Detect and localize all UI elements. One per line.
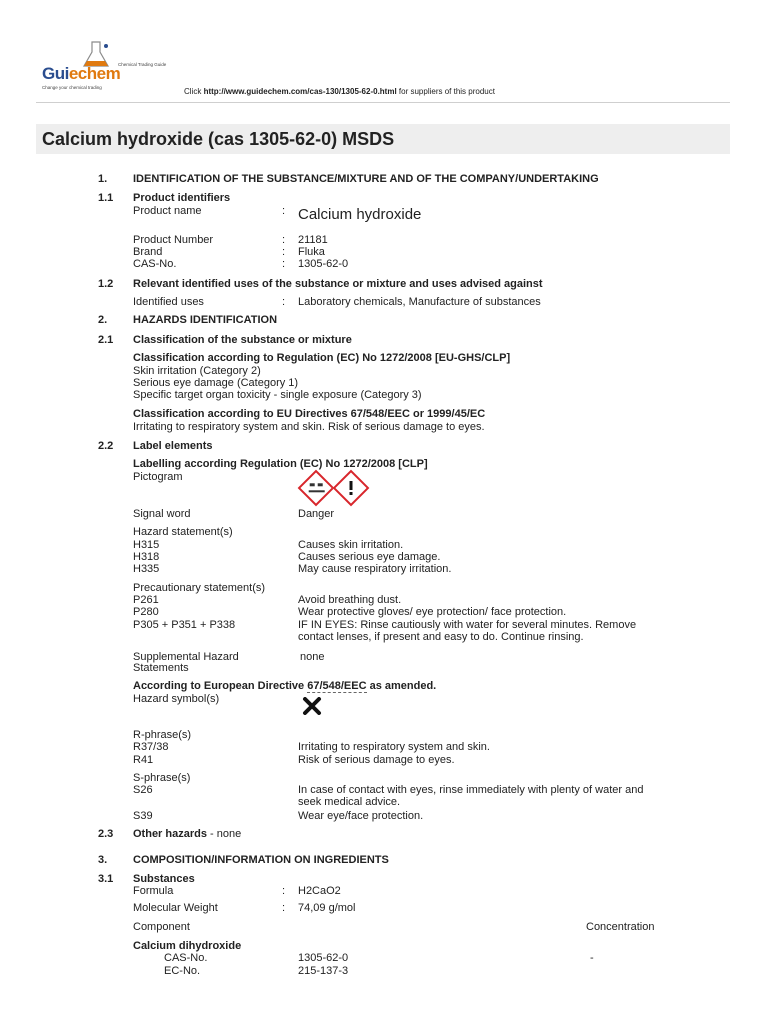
exclamation-pictogram-icon [333,470,370,507]
eu-classification-line: Irritating to respiratory system and skin. Risk of serious damage to eyes. [133,421,485,433]
page-title: Calcium hydroxide (cas 1305-62-0) MSDS [42,129,395,149]
r-phrase-label: R-phrase(s) [133,729,192,741]
brand-label: Brand [133,246,163,258]
section-1-2-number: 1.2 [98,278,114,290]
s-phrase-text: seek medical advice. [298,796,401,808]
section-3-heading: COMPOSITION/INFORMATION ON INGREDIENTS [133,854,389,866]
hazard-symbol-label: Hazard symbol(s) [133,693,220,705]
cas-value: 1305-62-0 [298,258,349,270]
precaution-code: P261 [133,594,159,606]
hazard-statements-label: Hazard statement(s) [133,526,233,538]
supplier-link-line: Click http://www.guidechem.com/cas-130/1305-62-0.html for suppliers of this product [184,87,495,96]
supplemental-label: Supplemental Hazard [133,651,239,663]
s-phrase-code: S39 [133,810,153,822]
clp-classification-heading: Classification according to Regulation (EC) No 1272/2008 [EU-GHS/CLP] [133,352,511,364]
clp-line: Skin irritation (Category 2) [133,365,261,377]
s-phrase-text: Wear eye/face protection. [298,810,424,822]
section-1-1-heading: Product identifiers [133,192,231,204]
hazard-code: H335 [133,563,160,575]
hazard-text: Causes skin irritation. [298,539,404,551]
precaution-text: IF IN EYES: Rinse cautiously with water for several minutes. Remove [298,619,637,631]
european-directive-heading: According to European Directive 67/548/EEC as amended. [133,680,437,692]
section-2-1-heading: Classification of the substance or mixture [133,334,352,346]
guidechem-logo[interactable] [36,40,170,92]
s-phrase-text: In case of contact with eyes, rinse immediately with plenty of water and [298,784,644,796]
colon: : [282,258,286,270]
product-name-value: Calcium hydroxide [298,206,422,223]
logo-tagline-bottom: Change your chemical trading [42,85,102,90]
identified-uses-value: Laboratory chemicals, Manufacture of substances [298,296,541,308]
colon: : [282,902,286,914]
s-phrase-label: S-phrase(s) [133,772,191,784]
section-2-1-number: 2.1 [98,334,114,346]
supplier-link[interactable]: http://www.guidechem.com/cas-130/1305-62-0.html [203,87,397,96]
supplemental-value: none [300,651,325,663]
colon: : [282,246,286,258]
cas-label: CAS-No. [133,258,177,270]
supplemental-label: Statements [133,662,189,674]
eu-classification-heading: Classification according to EU Directives 67/548/EEC or 1999/45/EC [133,408,486,420]
section-1-heading: IDENTIFICATION OF THE SUBSTANCE/MIXTURE AND OF THE COMPANY/UNDERTAKING [133,173,599,185]
title-bar [36,124,730,154]
precaution-code: P305 + P351 + P338 [133,619,236,631]
precaution-text: contact lenses, if present and easy to do. Continue rinsing. [298,631,584,643]
section-2-heading: HAZARDS IDENTIFICATION [133,314,278,326]
section-2-2-number: 2.2 [98,440,114,452]
section-1-number: 1. [98,173,108,185]
component-cas-value: 1305-62-0 [298,952,349,964]
hazard-code: H318 [133,551,160,563]
s-phrase-code: S26 [133,784,153,796]
colon: : [282,234,286,246]
header-divider [36,102,730,103]
section-2-3-heading: Other hazards - none [133,828,242,840]
labelling-heading: Labelling according Regulation (EC) No 1272/2008 [CLP] [133,458,428,470]
signal-word-value: Danger [298,508,335,520]
signal-word-label: Signal word [133,508,191,520]
component-ec-value: 215-137-3 [298,965,349,977]
component-concentration-value: - [590,952,594,964]
section-1-2-heading: Relevant identified uses of the substance or mixture and uses advised against [133,278,543,290]
product-name-label: Product name [133,205,202,217]
section-3-1-heading: Substances [133,873,195,885]
corrosion-pictogram-icon [298,470,335,507]
brand-value: Fluka [298,246,325,258]
section-3-number: 3. [98,854,108,866]
precaution-text: Avoid breathing dust. [298,594,402,606]
component-ec-label: EC-No. [164,965,201,977]
formula-label: Formula [133,885,174,897]
precaution-text: Wear protective gloves/ eye protection/ face protection. [298,606,567,618]
colon: : [282,205,286,217]
component-cas-label: CAS-No. [164,952,208,964]
product-number-label: Product Number [133,234,214,246]
colon: : [282,296,286,308]
r-phrase-code: R37/38 [133,741,169,753]
formula-value: H2CaO2 [298,885,341,897]
molecular-weight-label: Molecular Weight [133,902,218,914]
r-phrase-code: R41 [133,754,154,766]
hazard-text: May cause respiratory irritation. [298,563,452,575]
product-number-value: 21181 [298,234,328,246]
pictogram-label: Pictogram [133,471,183,483]
precaution-code: P280 [133,606,159,618]
hazard-code: H315 [133,539,160,551]
hazard-text: Causes serious eye damage. [298,551,441,563]
r-phrase-text: Risk of serious damage to eyes. [298,754,455,766]
precautionary-label: Precautionary statement(s) [133,582,266,594]
logo-tagline-top: Chemical Trading Guide [118,62,167,67]
concentration-column-header: Concentration [586,921,655,933]
section-1-1-number: 1.1 [98,192,114,204]
section-2-3-number: 2.3 [98,828,114,840]
clp-line: Serious eye damage (Category 1) [133,377,299,389]
harmful-x-symbol-icon [302,697,322,715]
colon: : [282,885,286,897]
section-2-number: 2. [98,314,108,326]
section-2-2-heading: Label elements [133,440,213,452]
r-phrase-text: Irritating to respiratory system and skin. [298,741,490,753]
component-name: Calcium dihydroxide [133,940,242,952]
molecular-weight-value: 74,09 g/mol [298,902,356,914]
logo-wordmark: Guiechem [42,64,121,83]
identified-uses-label: Identified uses [133,296,204,308]
section-3-1-number: 3.1 [98,873,114,885]
component-column-header: Component [133,921,190,933]
clp-line: Specific target organ toxicity - single exposure (Category 3) [133,389,422,401]
